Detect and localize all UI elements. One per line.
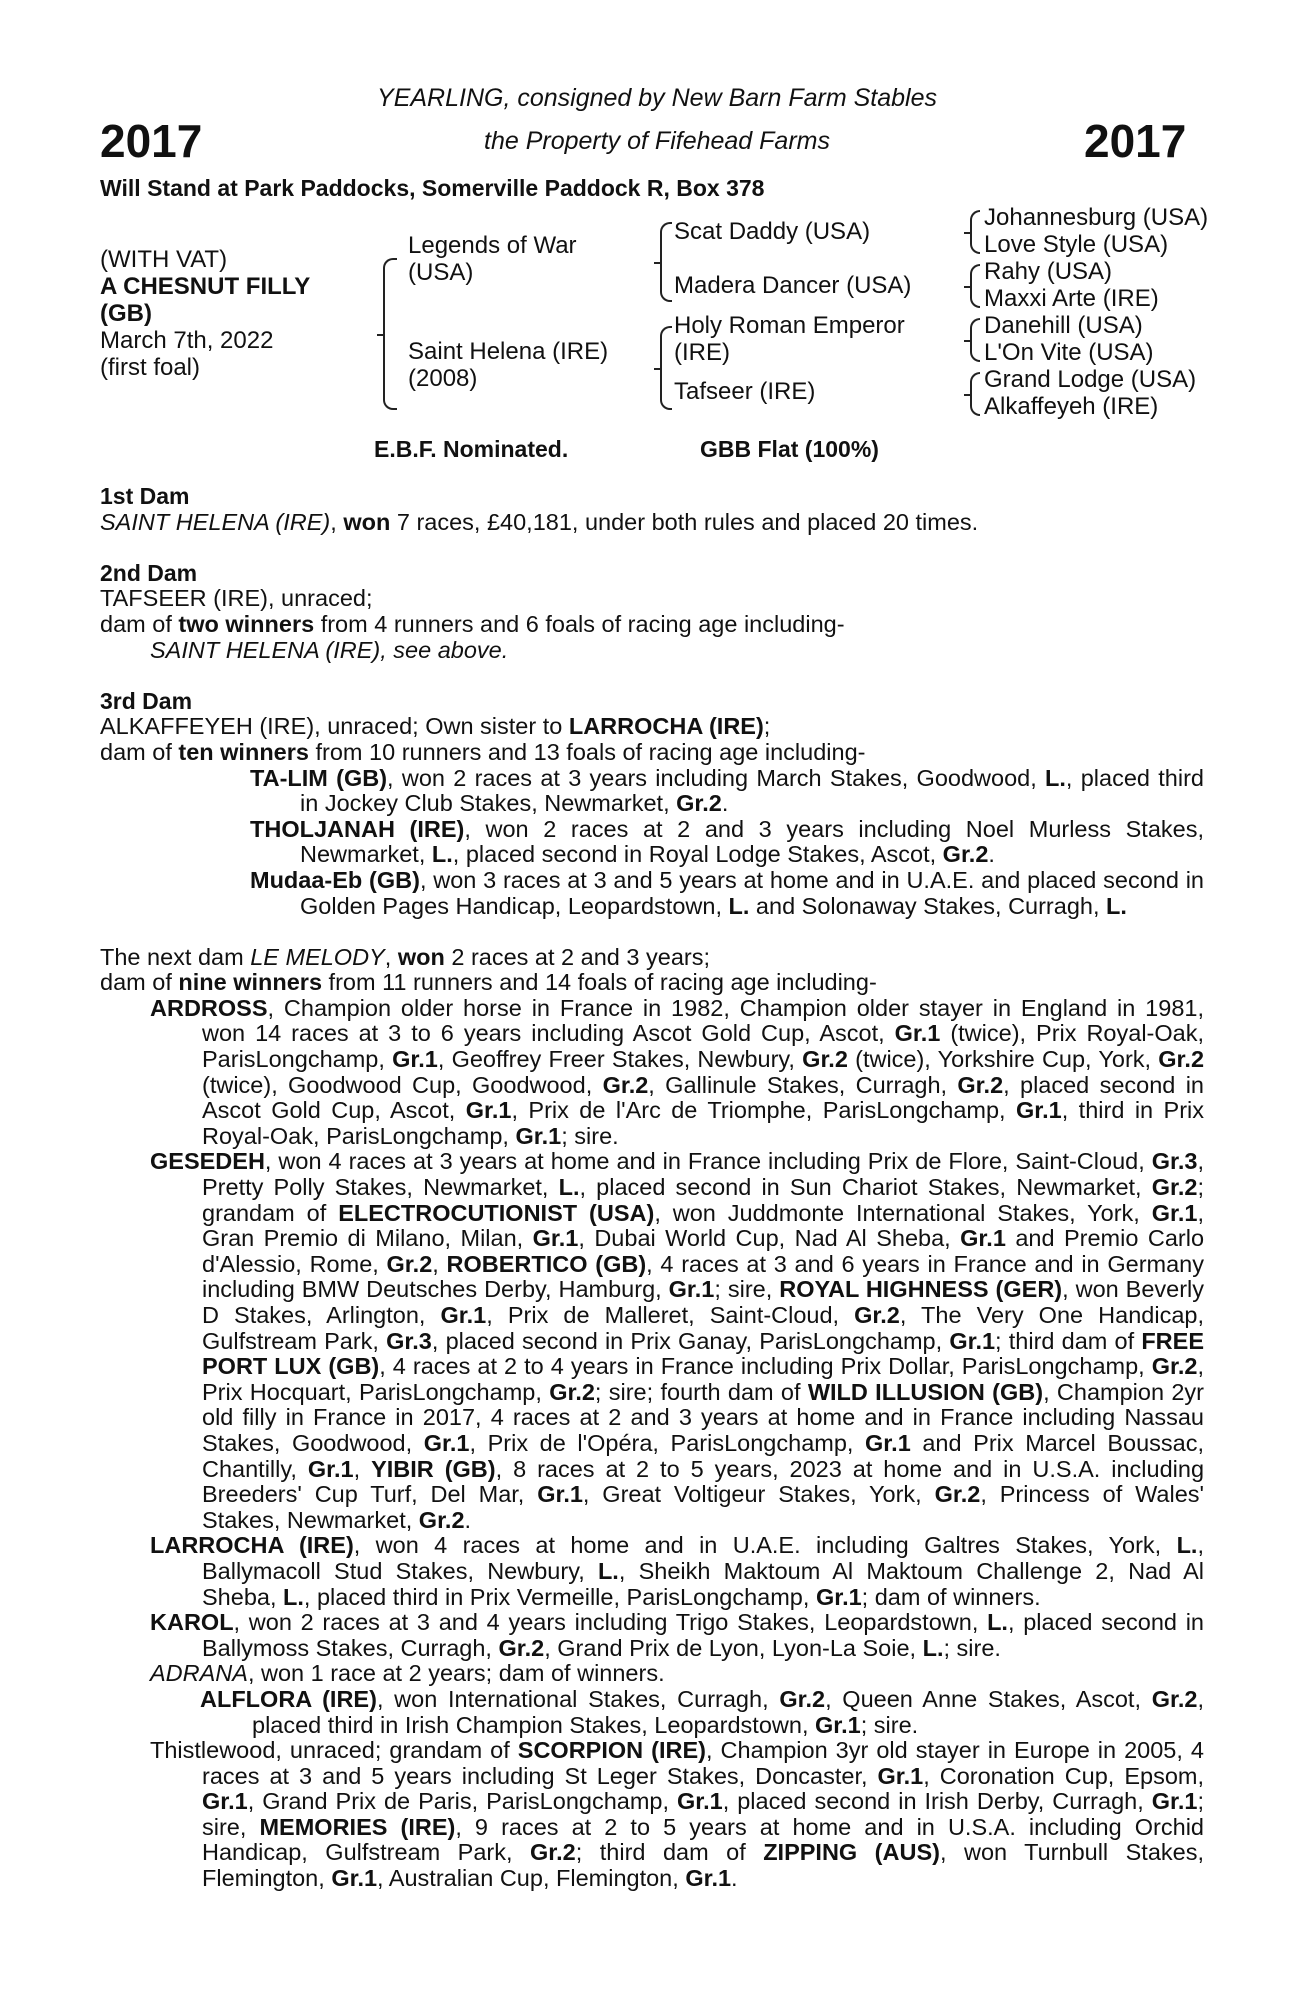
pedigree-gen3-item: Love Style (USA): [984, 231, 1169, 258]
pedigree-dam: Saint Helena (IRE) (2008): [408, 338, 609, 392]
next-dam-produce: dam of nine winners from 11 runners and 14 foals of racing age including-: [100, 969, 877, 996]
pedigree-brace-g3-2: [970, 264, 980, 308]
ebf-note: E.B.F. Nominated.: [374, 436, 569, 462]
consigned-line: YEARLING, consigned by New Barn Farm Stables: [377, 84, 937, 112]
pedigree-gen3-list: [984, 204, 1208, 420]
second-dam-progeny: SAINT HELENA (IRE), see above.: [150, 636, 509, 663]
lot-sex-colour: A CHESNUT FILLY: [100, 273, 311, 300]
pedigree-sire-dam: Madera Dancer (USA): [674, 272, 912, 299]
progeny-entry: ALFLORA (IRE), won International Stakes, Curragh, Gr.2, Queen Anne Stakes, Ascot, Gr.2, placed third in Irish Champion Stakes, Leopardstown, Gr.1; sire.: [200, 1685, 1204, 1738]
pedigree-gen3-item: Grand Lodge (USA): [984, 366, 1197, 393]
second-dam-produce: dam of two winners from 4 runners and 6 foals of racing age including-: [100, 610, 845, 637]
third-dam-produce: dam of ten winners from 10 runners and 13 foals of racing age including-: [100, 738, 866, 765]
progeny-entry: THOLJANAH (IRE), won 2 races at 2 and 3 years including Noel Murless Stakes, Newmarket, L., placed second in Royal Lodge Stakes, Ascot, Gr.2.: [250, 815, 1204, 868]
pedigree-sire-sire: Scat Daddy (USA): [674, 218, 871, 245]
next-dam-line: The next dam LE MELODY, won 2 races at 2 and 3 years;: [100, 943, 710, 970]
pedigree-gen3-item: Maxxi Arte (IRE): [984, 285, 1159, 312]
stand-line: Will Stand at Park Paddocks, Somerville Paddock R, Box 378: [100, 175, 765, 201]
lot-year-right: 2017: [1084, 115, 1187, 167]
progeny-entry: GESEDEH, won 4 races at 3 years at home and in France including Prix de Flore, Saint-Cloud, Gr.3, Pretty Polly Stakes, Newmarket, L., placed second in Sun Chariot Stakes, Newmarket, Gr.2; grandam of ELECTROCUTIONIST (USA), won Juddmonte International Stakes, York, Gr.1, Gran Premio di Milano, Milan, Gr.1, Dubai World Cup, Nad Al Sheba, Gr.1 and Premio Carlo d'Alessio, Rome, Gr.2, ROBERTICO (GB), 4 races at 3 and 6 years in France and in Germany including BMW Deutsches Derby, Hamburg, Gr.1; sire, ROYAL HIGHNESS (GER), won Beverly D Stakes, Arlington, Gr.1, Prix de Malleret, Saint-Cloud, Gr.2, The Very One Handicap, Gulfstream Park, Gr.3, placed second in Prix Ganay, ParisLongchamp, Gr.1; third dam of FREE PORT LUX (GB), 4 races at 2 to 4 years in France including Prix Dollar, ParisLongchamp, Gr.2, Prix Hocquart, ParisLongchamp, Gr.2; sire; fourth dam of WILD ILLUSION (GB), Champion 2yr old filly in France in 2017, 4 races at 2 and 3 years at home and in France including Nassau Stakes, Goodwood, Gr.1, Prix de l'Opéra, ParisLongchamp, Gr.1 and Prix Marcel Boussac, Chantilly, Gr.1, YIBIR (GB), 8 races at 2 to 5 years, 2023 at home and in U.S.A. including Breeders' Cup Turf, Del Mar, Gr.1, Great Voltigeur Stakes, York, Gr.2, Princess of Wales' Stakes, Newmarket, Gr.2.: [150, 1148, 1205, 1533]
pedigree-brace-sire: [660, 222, 672, 302]
vat-note: (WITH VAT): [100, 246, 228, 273]
progeny-entry: ARDROSS, Champion older horse in France in 1982, Champion older stayer in England in 1981, won 14 races at 3 to 6 years including Ascot Gold Cup, Ascot, Gr.1 (twice), Prix Royal-Oak, ParisLongchamp, Gr.1, Geoffrey Freer Stakes, Newbury, Gr.2 (twice), Yorkshire Cup, York, Gr.2 (twice), Goodwood Cup, Goodwood, Gr.2, Gallinule Stakes, Curragh, Gr.2, placed second in Ascot Gold Cup, Ascot, Gr.1, Prix de l'Arc de Triomphe, ParisLongchamp, Gr.1, third in Prix Royal-Oak, ParisLongchamp, Gr.1; sire.: [150, 994, 1205, 1149]
first-dam-text: SAINT HELENA (IRE), won 7 races, £40,181, under both rules and placed 20 times.: [100, 508, 979, 535]
pedigree-gen3-item: Johannesburg (USA): [984, 204, 1209, 231]
property-line: the Property of Fifehead Farms: [484, 127, 830, 155]
lot-year-left: 2017: [100, 115, 203, 167]
foaled-date: March 7th, 2022: [100, 327, 274, 354]
progeny-entry: LARROCHA (IRE), won 4 races at home and in U.A.E. including Galtres Stakes, York, L., Ballymacoll Stud Stakes, Newbury, L., Sheikh Maktoum Al Maktoum Challenge 2, Nad Al Sheba, L., placed third in Prix Vermeille, ParisLongchamp, Gr.1; dam of winners.: [150, 1532, 1204, 1610]
pedigree-sire: Legends of War (USA): [408, 232, 577, 286]
pedigree-dam-sire: Holy Roman Emperor (IRE): [674, 312, 905, 366]
pedigree-dam-dam: Tafseer (IRE): [674, 378, 816, 405]
third-dam-line: ALKAFFEYEH (IRE), unraced; Own sister to LARROCHA (IRE);: [100, 713, 771, 740]
pedigree-brace-g3-1: [970, 210, 980, 254]
progeny-entry: Thistlewood, unraced; grandam of SCORPION (IRE), Champion 3yr old stayer in Europe in 2005, 4 races at 3 and 5 years including St Leger Stakes, Doncaster, Gr.1, Coronation Cup, Epsom, Gr.1, Grand Prix de Paris, ParisLongchamp, Gr.1, placed second in Irish Derby, Curragh, Gr.1; sire, MEMORIES (IRE), 9 races at 2 to 5 years at home and in U.S.A. including Orchid Handicap, Gulfstream Park, Gr.2; third dam of ZIPPING (AUS), won Turnbull Stakes, Flemington, Gr.1, Australian Cup, Flemington, Gr.1.: [150, 1737, 1205, 1892]
lot-country: (GB): [100, 300, 152, 327]
second-dam-heading: 2nd Dam: [100, 559, 198, 586]
progeny-entry: KAROL, won 2 races at 3 and 4 years including Trigo Stakes, Leopardstown, L., placed second in Ballymoss Stakes, Curragh, Gr.2, Grand Prix de Lyon, Lyon-La Soie, L.; sire.: [150, 1609, 1204, 1661]
progeny-entry: Mudaa-Eb (GB), won 3 races at 3 and 5 years at home and in U.A.E. and placed second in Golden Pages Handicap, Leopardstown, L. and Solonaway Stakes, Curragh, L.: [250, 866, 1204, 919]
pedigree-brace-g3-3: [970, 318, 980, 362]
foal-note: (first foal): [100, 354, 201, 381]
pedigree-gen3-item: Alkaffeyeh (IRE): [984, 393, 1159, 420]
second-dam-line: TAFSEER (IRE), unraced;: [100, 585, 373, 612]
pedigree-brace-main: [383, 258, 397, 410]
third-dam-heading: 3rd Dam: [100, 687, 193, 714]
first-dam-heading: 1st Dam: [100, 483, 190, 509]
pedigree-gen3-item: Rahy (USA): [984, 258, 1113, 285]
pedigree-brace-g3-4: [970, 372, 980, 416]
catalogue-body: [100, 484, 1204, 1892]
lot-description: [100, 246, 310, 381]
pedigree-gen3-item: Danehill (USA): [984, 312, 1143, 339]
gbb-note: GBB Flat (100%): [700, 436, 879, 462]
pedigree-gen3-item: L'On Vite (USA): [984, 339, 1154, 366]
progeny-entry: TA-LIM (GB), won 2 races at 3 years including March Stakes, Goodwood, L., placed third in Jockey Club Stakes, Newmarket, Gr.2.: [250, 764, 1204, 817]
pedigree-brace-dam: [660, 326, 672, 410]
progeny-entry: ADRANA, won 1 race at 2 years; dam of winners.: [150, 1660, 665, 1687]
